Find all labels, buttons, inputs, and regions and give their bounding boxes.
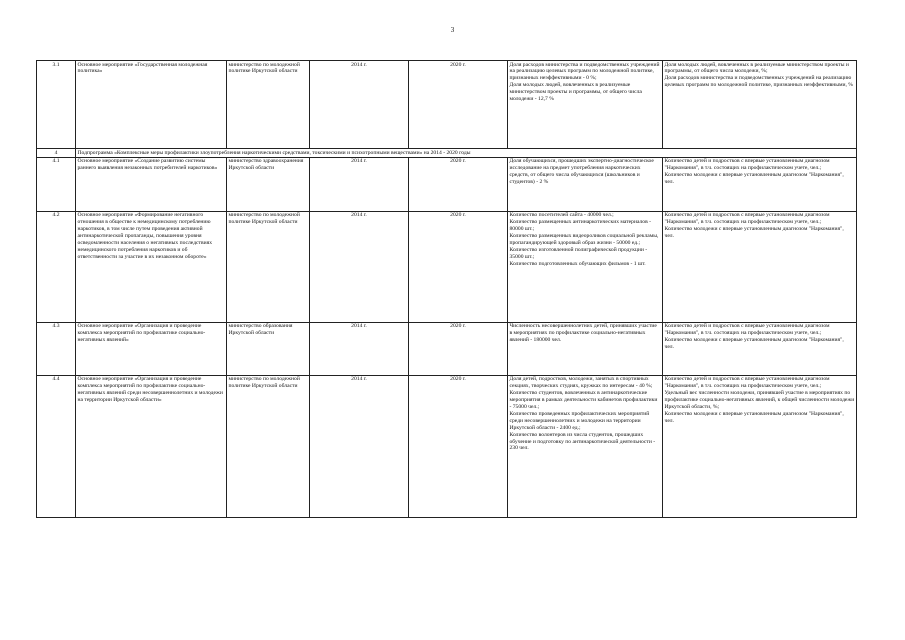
executor-cell: министерство по молодежной политике Иркутской области [227, 61, 310, 149]
indicator-line: Количество размещенных антинаркотических материалов - 80000 шт.; [509, 219, 651, 233]
indicator-line: Количество подготовленных обучающих фильмов - 1 шт. [509, 260, 646, 267]
indicator-line: Численность несовершеннолетних детей, принявших участие в мероприятиях по профилактике социально-негативных явлений - 180000 чел. [509, 323, 657, 344]
result-line: Количество молодежи с впервые установленным диагнозом "Наркомания", чел. [664, 337, 844, 351]
executor-cell: министерство здравоохранения Иркутской области [227, 157, 310, 211]
table-row [37, 211, 857, 322]
end-year-cell: 2020 г. [409, 322, 508, 375]
indicator-line: Доля детей, подростков, молодежи, занятых в спортивных секциях, творческих студиях, кружках по интересам - 40 %; [509, 376, 653, 390]
indicators-cell [508, 211, 663, 322]
indicator-line: Количество студентов, вовлеченных в антинаркотические мероприятия в рамках деятельности кабинетов профилактики - 75000 чел.; [509, 390, 658, 411]
result-line: Количество молодежи с впервые установленным диагнозом "Наркомания", чел. [664, 226, 844, 240]
result-line: Доля расходов министерства и подведомственных учреждений на реализацию целевых программ по молодежной политике, признанных неэффективными, % [664, 75, 853, 89]
indicator-line: Количество размещенных видеороликов социальной рекламы, пропагандирующей здоровый образ жизни - 50000 ед.; [509, 233, 659, 247]
result-line: Количество детей и подростков с впервые установленным диагнозом "Наркомания", в т.ч. состоящих на профилактическом учете, чел.; [664, 158, 830, 172]
row-number: 3.1 [37, 61, 76, 149]
row-number: 4.3 [37, 322, 76, 375]
result-line: Количество молодежи с впервые установленным диагнозом "Наркомания", чел. [664, 172, 844, 186]
end-year-cell: 2020 г. [409, 211, 508, 322]
indicators-cell [508, 322, 663, 375]
indicator-line: Доля расходов министерства и подведомственных учреждений на реализацию целевых программ по молодежной политике, признанных неэффективными - 0 %; [509, 61, 660, 82]
indicators-cell [508, 375, 663, 517]
subprogram-row [37, 149, 857, 158]
result-line: Удельный вес численности молодежи, принявшей участие в мероприятиях по профилактике социально-негативных явлений, к общей численности молодежи Иркутской области, %; [664, 390, 855, 411]
indicator-line: Количество изготовленной полиграфической продукции - 35000 шт.; [509, 246, 648, 260]
executor-cell: министерство по молодежной политике Иркутской области [227, 211, 310, 322]
indicator-line: Количество посетителей сайта - 40000 чел.; [509, 212, 614, 219]
start-year-cell: 2014 г. [310, 322, 409, 375]
indicators-cell [508, 157, 663, 211]
indicator-line: Количество проведенных профилактических мероприятий среди несовершеннолетних и молодежи на территории Иркутской области - 2400 ед.; [509, 410, 650, 431]
indicator-line: Количество волонтеров из числа студентов, прошедших обучение и подготовку по антинаркотической деятельности - 230 чел. [509, 431, 656, 452]
result-line: Количество молодежи с впервые установленным диагнозом "Наркомания", чел. [664, 410, 844, 424]
table-row [37, 157, 857, 211]
start-year-cell: 2014 г. [310, 157, 409, 211]
result-line: Количество детей и подростков с впервые установленным диагнозом "Наркомания", в т.ч. состоящих на профилактическом учете, чел.; [664, 376, 830, 390]
row-number: 4 [37, 149, 76, 158]
table-row [37, 375, 857, 517]
event-cell: Основное мероприятие «Создание развитию системы раннего выявления незаконных потребителей наркотиков» [76, 157, 227, 211]
row-number: 4.1 [37, 157, 76, 211]
page-number: 3 [450, 26, 455, 34]
indicator-line: Доля обучающихся, прошедших экспертно-диагностическое исследование на предмет употребления наркотических средств, от общего числа обучающихся (школьников и студентов) - 2 % [509, 158, 654, 186]
result-line: Количество детей и подростков с впервые установленным диагнозом "Наркомания", в т.ч. состоящих на профилактическом учете, чел.; [664, 323, 830, 337]
executor-cell: министерство по молодежной политике Иркутской области [227, 375, 310, 517]
table-row [37, 61, 857, 149]
start-year-cell: 2014 г. [310, 61, 409, 149]
event-cell: Основное мероприятие «Организация и проведение комплекса мероприятий по профилактике социально-негативных явлений среди несовершеннолетних и молодежи на территории Иркутской области» [76, 375, 227, 517]
row-number: 4.4 [37, 375, 76, 517]
results-cell [663, 375, 857, 517]
event-cell: Основное мероприятие «Организация и проведение комплекса мероприятий по профилактике социально-негативных явлений» [76, 322, 227, 375]
start-year-cell: 2014 г. [310, 211, 409, 322]
indicator-line: Доля молодых людей, вовлеченных в реализуемые министерством проекты и программы, от общего числа молодежи - 12,7 % [509, 82, 642, 103]
results-cell [663, 157, 857, 211]
result-line: Количество детей и подростков с впервые установленным диагнозом "Наркомания", в т.ч. состоящих на профилактическом учете, чел.; [664, 212, 830, 226]
end-year-cell: 2020 г. [409, 375, 508, 517]
row-number: 4.2 [37, 211, 76, 322]
results-cell [663, 61, 857, 149]
program-table [36, 60, 857, 518]
indicators-cell [508, 61, 663, 149]
result-line: Доля молодых людей, вовлеченных в реализуемые министерством проекты и программы, от общего числа молодежи, %; [664, 61, 849, 75]
subprogram-title: Подпрограмма «Комплексные меры профилактики злоупотребления наркотическими средствами, токсическими и психотропными веществами» на 2014 - 2020 годы [76, 149, 857, 158]
results-cell [663, 322, 857, 375]
end-year-cell: 2020 г. [409, 157, 508, 211]
event-cell: Основное мероприятие «Государственная молодежная политика» [76, 61, 227, 149]
start-year-cell: 2014 г. [310, 375, 409, 517]
executor-cell: министерство образования Иркутской области [227, 322, 310, 375]
table-row [37, 322, 857, 375]
results-cell [663, 211, 857, 322]
event-cell: Основное мероприятие «Формирование негативного отношения в обществе к немедицинскому потреблению наркотиков, в том числе путем проведения активной антинаркотической пропаганды, повышения уровня осведомленности населения о негативных последствиях немедицинского потребления наркотиков и об ответственности за участие в их незаконном обороте» [76, 211, 227, 322]
end-year-cell: 2020 г. [409, 61, 508, 149]
